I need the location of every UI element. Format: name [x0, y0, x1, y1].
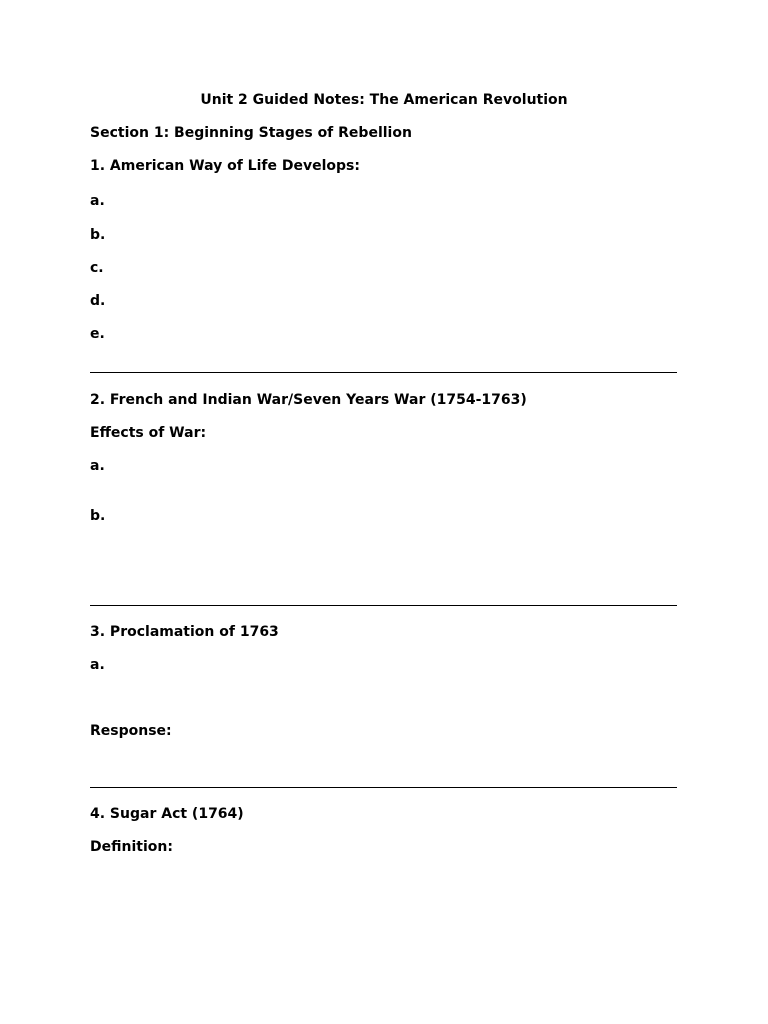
question-4-heading: 4. Sugar Act (1764)	[90, 806, 244, 822]
question-3-heading: 3. Proclamation of 1763	[90, 624, 279, 640]
section-heading: Section 1: Beginning Stages of Rebellion	[90, 125, 412, 141]
divider-line	[90, 787, 677, 788]
question-4-definition-label: Definition:	[90, 839, 173, 855]
question-2-item-a: a.	[90, 458, 105, 474]
question-3-item-a: a.	[90, 657, 105, 673]
question-1-heading: 1. American Way of Life Develops:	[90, 158, 360, 174]
question-1-item-a: a.	[90, 193, 105, 209]
question-2-item-b: b.	[90, 508, 106, 524]
question-1-item-d: d.	[90, 293, 106, 309]
document-title: Unit 2 Guided Notes: The American Revolution	[200, 92, 568, 108]
question-1-item-c: c.	[90, 260, 104, 276]
question-3-response-label: Response:	[90, 723, 172, 739]
divider-line	[90, 372, 677, 373]
question-1-item-b: b.	[90, 227, 106, 243]
question-1-item-e: e.	[90, 326, 105, 342]
question-2-heading: 2. French and Indian War/Seven Years War (1754-1763)	[90, 392, 527, 408]
question-2-subheading: Effects of War:	[90, 425, 207, 441]
divider-line	[90, 605, 677, 606]
